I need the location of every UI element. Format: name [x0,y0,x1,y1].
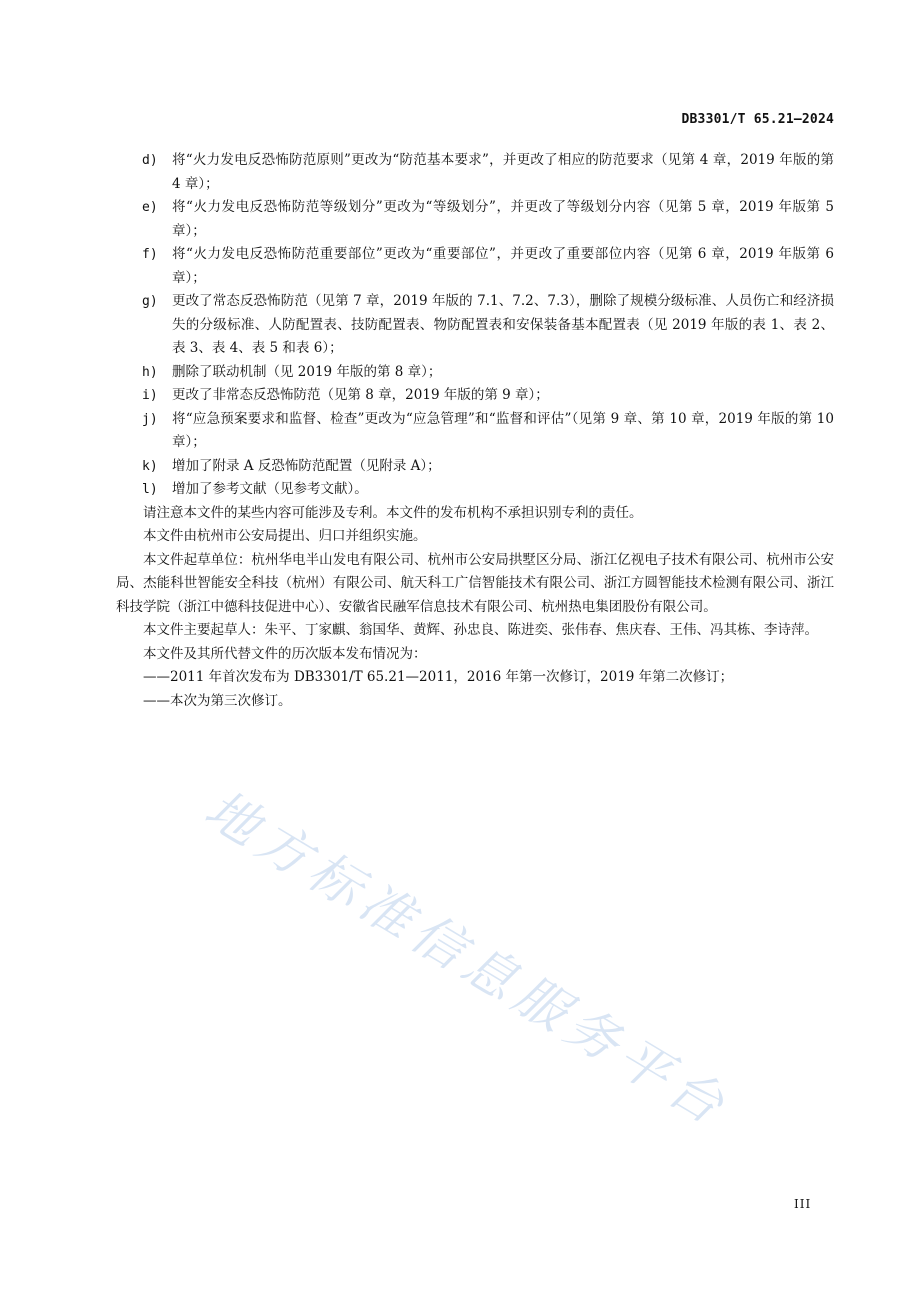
list-item [116,196,834,243]
document-code: DB3301/T 65.21—2024 [681,112,834,127]
list-item-text: 增加了参考文献（见参考文献）。 [172,481,368,497]
list-marker: e) [142,200,158,215]
list-item-text: 将“火力发电反恐怖防范重要部位”更改为“重要部位”，并更改了重要部位内容（见第 6 章，2019 年版第 6 章）； [172,246,834,286]
list-marker: i) [142,388,158,403]
list-item [116,455,834,479]
list-marker: j) [142,411,158,427]
watermark: 地方标准信息服务平台 [194,779,740,1140]
revision-list [116,149,834,502]
list-marker: h) [142,364,158,380]
history-entry: ——2011 年首次发布为 DB3301/T 65.21—2011，2016 年第一次修订，2019 年第二次修订； [143,669,734,685]
list-item-text: 将“应急预案要求和监督、检查”更改为“应急管理”和“监督和评估”（见第 9 章、第 10 章，2019 年版的第 10 章）； [172,410,834,450]
drafting-units: 本文件起草单位：杭州华电半山发电有限公司、杭州市公安局拱墅区分局、浙江亿视电子技术有限公司、杭州市公安局、杰能科世智能安全科技（杭州）有限公司、航天科工广信智能技术有限公司、浙江方圆智能技术检测有限公司、浙江科技学院（浙江中德科技促进中心）、安徽省民融军信息技术有限公司、杭州热电集团股份有限公司。 [116,551,834,615]
list-item [116,243,834,290]
list-marker: g) [142,294,158,309]
page-content [116,149,834,713]
list-item-text: 删除了联动机制（见 2019 年版的第 8 章）； [172,363,442,380]
list-item-text: 将“火力发电反恐怖防范原则”更改为“防范基本要求”，并更改了相应的防范要求（见第 4 章，2019 年版的第 4 章）； [172,152,834,192]
list-marker: d) [142,153,158,168]
list-item-text: 将“火力发电反恐怖防范等级划分”更改为“等级划分”，并更改了等级划分内容（见第 5 章，2019 年版第 5 章）； [172,199,834,239]
page-number: III [794,1197,812,1211]
list-item-text: 增加了附录 A 反恐怖防范配置（见附录 A）； [172,457,441,474]
drafters: 本文件主要起草人：朱平、丁家麒、翁国华、黄辉、孙忠良、陈进奕、张伟春、焦庆春、王伟、冯其栋、李诗萍。 [143,622,818,638]
list-marker: k) [142,458,158,474]
list-marker: f) [142,247,158,262]
history-entry: ——本次为第三次修订。 [143,692,292,709]
patent-notice: 请注意本文件的某些内容可能涉及专利。本文件的发布机构不承担识别专利的责任。 [143,504,643,521]
list-item [116,478,834,502]
list-item-text: 更改了常态反恐怖防范（见第 7 章，2019 年版的 7.1、7.2、7.3），删除了规模分级标准、人员伤亡和经济损失的分级标准、人防配置表、技防配置表、物防配置表和安保装备基本配置表（见 2019 年版的表 1、表 2、表 3、表 4、表 5 和表 6）； [172,293,834,356]
list-item [116,290,834,361]
list-marker: l) [142,482,158,497]
proposer-statement: 本文件由杭州市公安局提出、归口并组织实施。 [143,528,427,544]
list-item [116,408,834,455]
list-item-text: 更改了非常态反恐怖防范（见第 8 章，2019 年版的第 9 章）； [172,387,549,403]
list-item [116,149,834,196]
list-item [116,384,834,408]
history-intro: 本文件及其所代替文件的历次版本发布情况为： [143,645,427,662]
list-item [116,361,834,385]
